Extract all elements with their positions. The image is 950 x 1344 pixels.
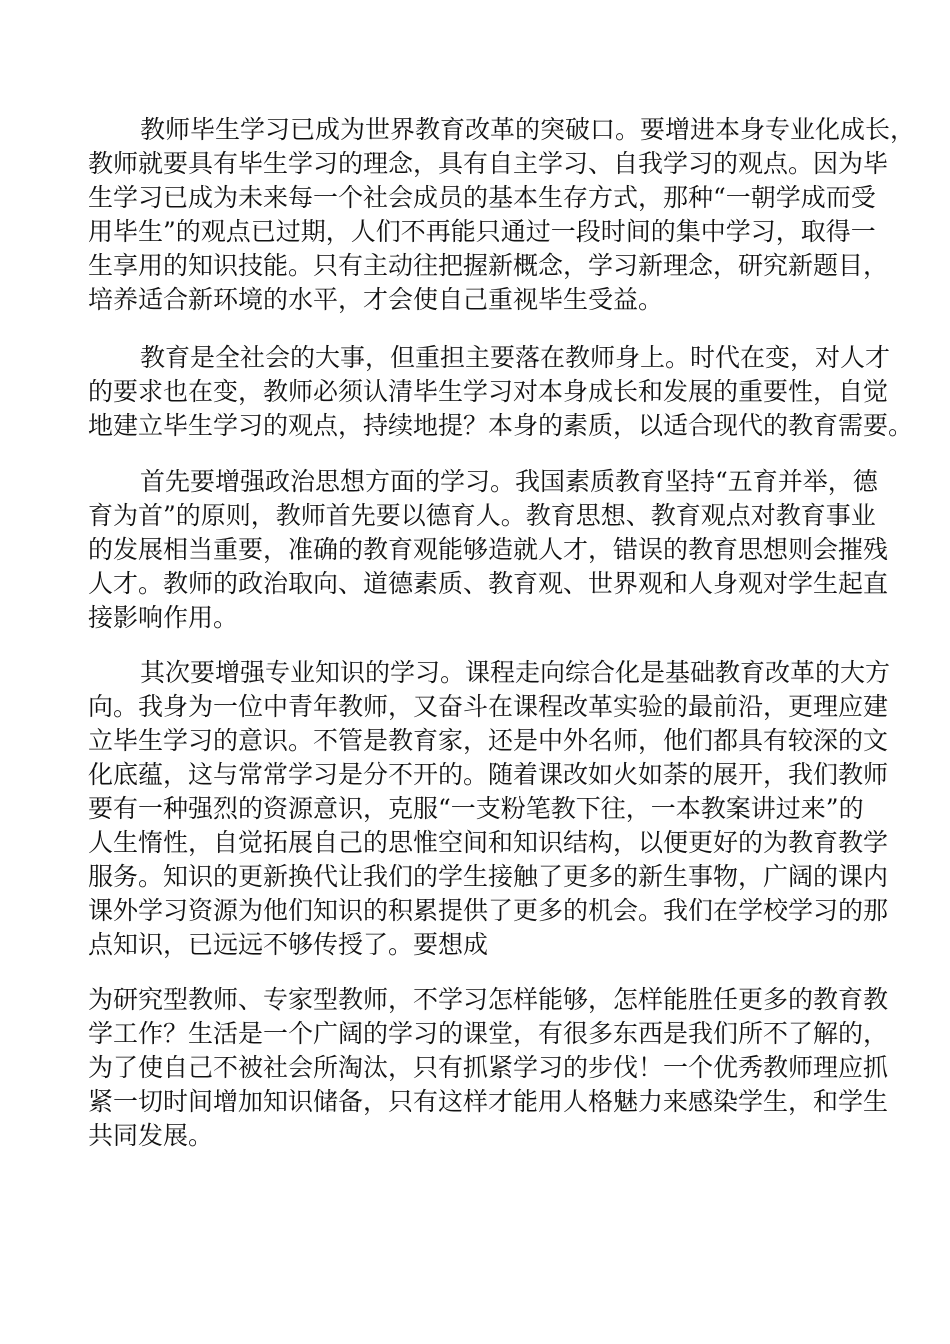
paragraph-line: 其次要增强专业知识的学习。课程走向综合化是基础教育改革的大方 [140,658,891,687]
paragraph-line: 用毕生”的观点已过期，人们不再能只通过一段时间的集中学习，取得一 [88,217,876,246]
paragraph-line: 向。我身为一位中青年教师，又奋斗在课程改革实验的最前沿，更理应建 [88,692,889,721]
paragraph-line: 为研究型教师、专家型教师，不学习怎样能够，怎样能胜任更多的教育教 [88,985,889,1014]
paragraph-line: 学工作？生活是一个广阔的学习的课堂，有很多东西是我们所不了解的， [88,1019,889,1048]
paragraph-line: 教师就要具有毕生学习的理念，具有自主学习、自我学习的观点。因为毕 [88,149,889,178]
paragraph-line: 的要求也在变，教师必须认清毕生学习对本身成长和发展的重要性，自觉 [88,377,889,406]
paragraph-line: 培养适合新环境的水平，才会使自己重视毕生受益。 [88,285,664,314]
paragraph-5 [88,983,889,1153]
paragraph-line: 教育是全社会的大事，但重担主要落在教师身上。时代在变，对人才 [140,343,891,372]
paragraph-line: 教师毕生学习已成为世界教育改革的突破口。要增进本身专业化成长， [140,115,916,144]
paragraph-line: 接影响作用。 [88,603,239,632]
paragraph-line: 首先要增强政治思想方面的学习。我国素质教育坚持“五育并举，德 [140,467,878,496]
paragraph-line: 共同发展。 [88,1121,214,1150]
paragraph-line: 服务。知识的更新换代让我们的学生接触了更多的新生事物，广阔的课内 [88,862,889,891]
paragraph-line: 立毕生学习的意识。不管是教育家，还是中外名师，他们都具有较深的文 [88,726,889,755]
paragraph-line: 人才。教师的政治取向、道德素质、教育观、世界观和人身观对学生起直 [88,569,889,598]
paragraph-line: 点知识，已远远不够传授了。要想成 [88,930,489,959]
paragraph-line: 地建立毕生学习的观点，持续地提？本身的素质，以适合现代的教育需要。 [88,411,914,440]
paragraph-line: 生学习已成为未来每一个社会成员的基本生存方式，那种“一朝学成而受 [88,183,876,212]
paragraph-4 [88,656,891,962]
paragraph-line: 化底蕴，这与常常学习是分不开的。随着课改如火如荼的展开，我们教师 [88,760,889,789]
paragraph-line: 的发展相当重要，准确的教育观能够造就人才，错误的教育思想则会摧残 [88,535,889,564]
paragraph-line: 人生惰性，自觉拓展自己的思惟空间和知识结构，以便更好的为教育教学 [88,828,889,857]
paragraph-line: 紧一切时间增加知识储备，只有这样才能用人格魅力来感染学生，和学生 [88,1087,889,1116]
paragraph-2 [88,341,914,443]
paragraph-line: 课外学习资源为他们知识的积累提供了更多的机会。我们在学校学习的那 [88,896,889,925]
paragraph-1 [88,113,916,317]
paragraph-line: 要有一种强烈的资源意识，克服“一支粉笔教下往，一本教案讲过来”的 [88,794,864,823]
paragraph-line: 为了使自己不被社会所淘汰，只有抓紧学习的步伐！一个优秀教师理应抓 [88,1053,889,1082]
paragraph-line: 育为首”的原则，教师首先要以德育人。教育思想、教育观点对教育事业 [88,501,876,530]
paragraph-3 [88,465,889,635]
paragraph-line: 生享用的知识技能。只有主动往把握新概念，学习新理念，研究新题目， [88,251,889,280]
